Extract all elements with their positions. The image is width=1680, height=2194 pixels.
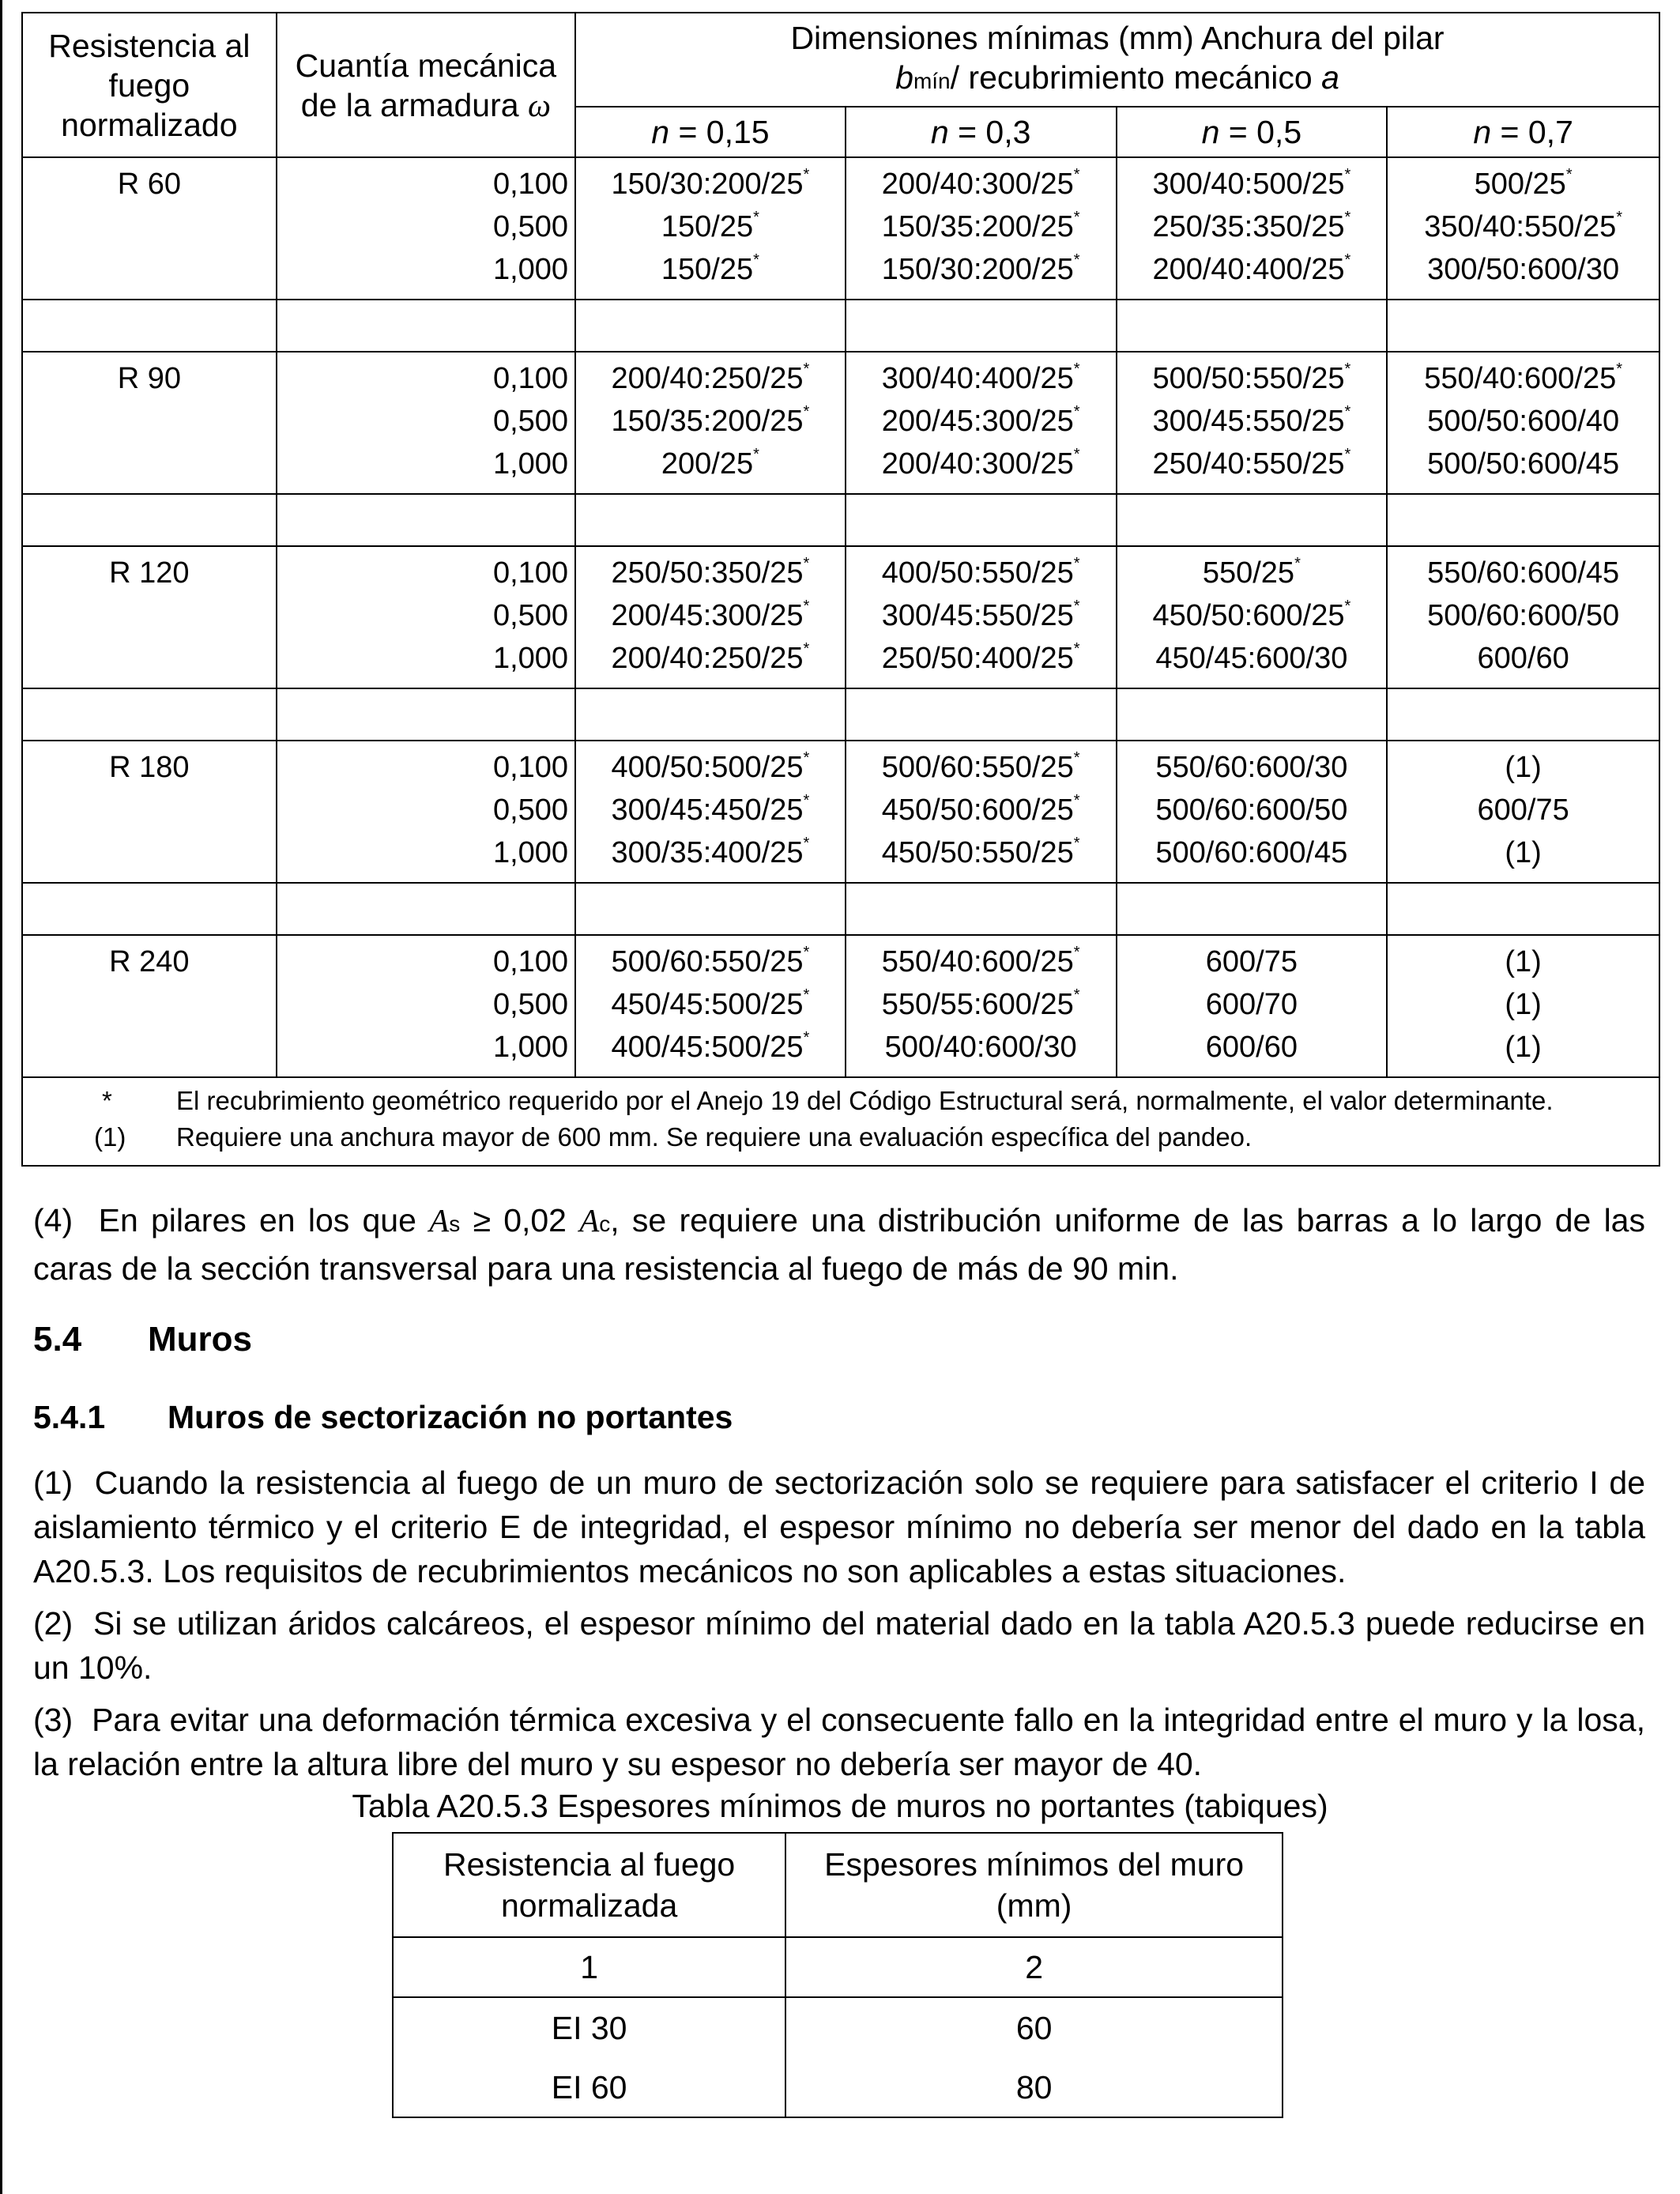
- empty-cell: [846, 300, 1117, 352]
- spacer-row: [22, 494, 1659, 546]
- header-mechanical-ratio: Cuantía mecánica de la armadura ω: [277, 13, 575, 157]
- header-n-2: n = 0,5: [1117, 107, 1388, 157]
- dimension-cell: 550/60:600/45 500/60:600/50 600/60: [1387, 546, 1659, 688]
- header-n-0: n = 0,15: [575, 107, 846, 157]
- empty-cell: [1387, 494, 1659, 546]
- dimension-cell: 400/50:500/25* 300/45:450/25* 300/35:400/25*: [575, 741, 846, 883]
- table-row: [22, 741, 1659, 883]
- notes-row: [22, 1077, 1659, 1166]
- empty-cell: [575, 688, 846, 741]
- section-heading: 5.4 Muros: [33, 1320, 252, 1359]
- spacer-row: [22, 300, 1659, 352]
- page-left-rule: [0, 0, 2, 2194]
- omega-cell: 0,100 0,500 1,000: [277, 741, 575, 883]
- empty-cell: [1387, 883, 1659, 935]
- dimension-cell: 550/40:600/25* 550/55:600/25* 500/40:600/30: [846, 935, 1117, 1077]
- empty-cell: [846, 883, 1117, 935]
- table-row: [22, 935, 1659, 1077]
- empty-cell: [22, 300, 277, 352]
- wall-thickness-table: [392, 1832, 1283, 2118]
- empty-cell: [277, 494, 575, 546]
- fire-class-cell: R 240: [22, 935, 277, 1077]
- dimension-cell: 200/40:250/25* 150/35:200/25* 200/25*: [575, 352, 846, 494]
- empty-cell: [1117, 688, 1388, 741]
- empty-cell: [1387, 688, 1659, 741]
- table-row: [22, 352, 1659, 494]
- dimension-cell: 300/40:500/25* 250/35:350/25* 200/40:400/25*: [1117, 157, 1388, 300]
- dimension-cell: 550/60:600/30 500/60:600/50 500/60:600/45: [1117, 741, 1388, 883]
- table-cell: 80: [785, 2057, 1283, 2117]
- paragraph-1: (1) Cuando la resistencia al fuego de un muro de sectorización solo se requiere para satisfacer el criterio I de aislamiento térmico y el criterio E de integridad, el espesor mínimo no debería ser menor del dado en la tabla A20.5.3. Los requisitos de recubrimientos mecánicos no son aplicables a estas situaciones.: [33, 1465, 1645, 1589]
- subsection-heading: 5.4.1 Muros de sectorización no portantes: [33, 1399, 733, 1435]
- fire-resistance-columns-table: [21, 12, 1660, 1167]
- empty-cell: [22, 883, 277, 935]
- omega-cell: 0,100 0,500 1,000: [277, 352, 575, 494]
- table-cell: EI 30: [393, 1997, 785, 2057]
- dimension-cell: 500/60:550/25* 450/45:500/25* 400/45:500/25*: [575, 935, 846, 1077]
- empty-cell: [277, 883, 575, 935]
- empty-cell: [1117, 883, 1388, 935]
- dimension-cell: 300/40:400/25* 200/45:300/25* 200/40:300/25*: [846, 352, 1117, 494]
- empty-cell: [22, 494, 277, 546]
- empty-cell: [575, 883, 846, 935]
- dimension-cell: 150/30:200/25* 150/25* 150/25*: [575, 157, 846, 300]
- empty-cell: [22, 688, 277, 741]
- empty-cell: [1387, 300, 1659, 352]
- dimension-cell: 550/25* 450/50:600/25* 450/45:600/30: [1117, 546, 1388, 688]
- omega-cell: 0,100 0,500 1,000: [277, 935, 575, 1077]
- dimension-cell: 550/40:600/25* 500/50:600/40 500/50:600/45: [1387, 352, 1659, 494]
- empty-cell: [846, 688, 1117, 741]
- table-caption: Tabla A20.5.3 Espesores mínimos de muros no portantes (tabiques): [352, 1788, 1328, 1824]
- empty-cell: [846, 494, 1117, 546]
- spacer-row: [22, 883, 1659, 935]
- dimension-cell: 600/75 600/70 600/60: [1117, 935, 1388, 1077]
- dimension-cell: 500/50:550/25* 300/45:550/25* 250/40:550/25*: [1117, 352, 1388, 494]
- header-n-3: n = 0,7: [1387, 107, 1659, 157]
- dimension-cell: 400/50:550/25* 300/45:550/25* 250/50:400/25*: [846, 546, 1117, 688]
- header-n-1: n = 0,3: [846, 107, 1117, 157]
- dimension-cell: 500/25* 350/40:550/25* 300/50:600/30: [1387, 157, 1659, 300]
- dimension-cell: 250/50:350/25* 200/45:300/25* 200/40:250/25*: [575, 546, 846, 688]
- dimension-cell: (1) 600/75 (1): [1387, 741, 1659, 883]
- empty-cell: [1117, 300, 1388, 352]
- table-row: [22, 546, 1659, 688]
- table-cell: 1: [393, 1937, 785, 1997]
- table-note: * El recubrimiento geométrico requerido por el Anejo 19 del Código Estructural será, normalmente, el valor determinante.: [102, 1086, 1554, 1115]
- fire-class-cell: R 60: [22, 157, 277, 300]
- table-cell: 60: [785, 1997, 1283, 2057]
- spacer-row: [22, 688, 1659, 741]
- empty-cell: [277, 300, 575, 352]
- empty-cell: [1117, 494, 1388, 546]
- paragraph-2: (2) Si se utilizan áridos calcáreos, el espesor mínimo del material dado en la tabla A20.5.3 puede reducirse en un 10%.: [33, 1605, 1645, 1686]
- header-fire-resistance: Resistencia al fuego normalizada: [393, 1833, 785, 1937]
- dimension-cell: (1) (1) (1): [1387, 935, 1659, 1077]
- empty-cell: [575, 300, 846, 352]
- table-cell: EI 60: [393, 2057, 785, 2117]
- omega-cell: 0,100 0,500 1,000: [277, 546, 575, 688]
- fire-class-cell: R 180: [22, 741, 277, 883]
- table-notes: [22, 1077, 1659, 1166]
- empty-cell: [575, 494, 846, 546]
- fire-class-cell: R 90: [22, 352, 277, 494]
- paragraph-3: (3) Para evitar una deformación térmica excesiva y el consecuente fallo en la integridad entre el muro y la losa, la relación entre la altura libre del muro y su espesor no debería ser mayor de 40.: [33, 1702, 1645, 1782]
- empty-cell: [277, 688, 575, 741]
- fire-class-cell: R 120: [22, 546, 277, 688]
- omega-cell: 0,100 0,500 1,000: [277, 157, 575, 300]
- header-min-thickness: Espesores mínimos del muro (mm): [785, 1833, 1283, 1937]
- dimension-cell: 500/60:550/25* 450/50:600/25* 450/50:550/25*: [846, 741, 1117, 883]
- header-min-dimensions: Dimensiones mínimas (mm) Anchura del pilar bmín/ recubrimiento mecánico a: [575, 13, 1659, 107]
- table-row: [22, 157, 1659, 300]
- table-cell: 2: [785, 1937, 1283, 1997]
- dimension-cell: 200/40:300/25* 150/35:200/25* 150/30:200/25*: [846, 157, 1117, 300]
- paragraph-4: (4) En pilares en los que As ≥ 0,02 Ac, se requiere una distribución uniforme de las barras a lo largo de las caras de la sección transversal para una resistencia al fuego de más de 90 min.: [33, 1202, 1645, 1287]
- table-note: (1) Requiere una anchura mayor de 600 mm. Se requiere una evaluación específica del pandeo.: [94, 1122, 1252, 1152]
- header-fire-resistance: Resistencia al fuego normalizado: [22, 13, 277, 157]
